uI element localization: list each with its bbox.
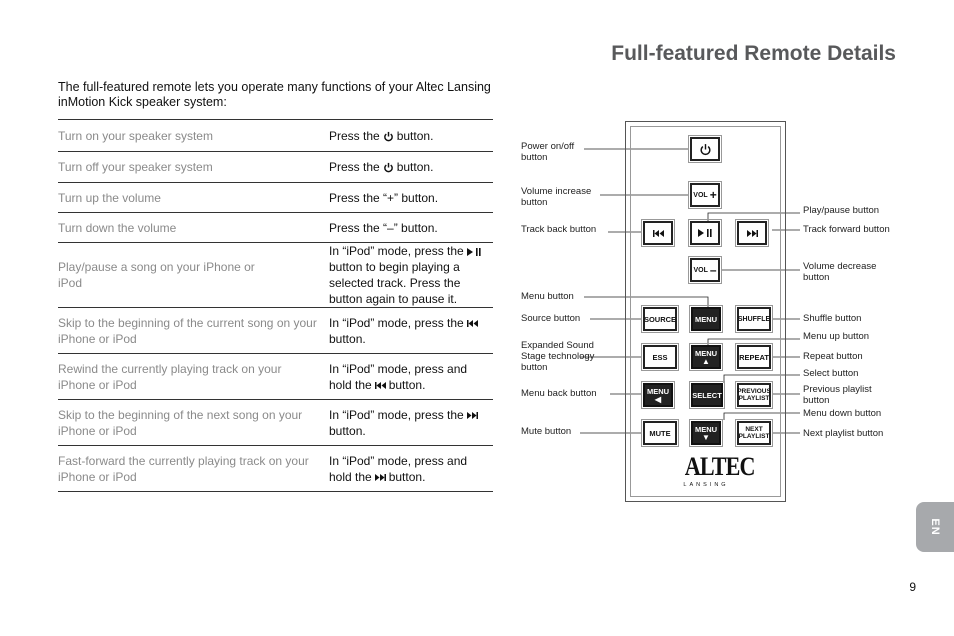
previous-playlist-button[interactable]: PREVIOUS PLAYLIST: [737, 383, 771, 407]
instruction-cell: In “iPod” mode, press thebutton.: [329, 308, 493, 354]
label-shuffle: Shuffle button: [803, 313, 862, 324]
label-track-back: Track back button: [521, 224, 597, 235]
label-mute: Mute button: [521, 426, 572, 437]
label-track-forward: Track forward button: [803, 224, 890, 235]
action-cell: Skip to the beginning of the next song on your iPhone or iPod: [58, 407, 303, 438]
track-forward-button[interactable]: [737, 221, 767, 245]
label-repeat: Repeat button: [803, 351, 863, 362]
instruction-cell: Press the “+” button.: [329, 190, 439, 205]
page-number: 9: [909, 580, 916, 594]
volume-down-button[interactable]: VOL –: [690, 258, 720, 282]
action-cell: Rewind the currently playing track on your iPhone or iPod: [58, 361, 282, 392]
action-cell: Turn on your speaker system: [58, 128, 213, 143]
menu-back-button[interactable]: MENU ◀: [643, 383, 673, 407]
arrow-up-icon: ▲: [702, 356, 710, 366]
track-back-button[interactable]: [643, 221, 673, 245]
instruction-cell: In “iPod” mode, press thebutton.: [329, 400, 493, 446]
label-ess: Expanded Sound Stage technology button: [521, 340, 595, 373]
intro-text: The full-featured remote lets you operate many functions of your Altec Lansing inMotion Kick speaker system:: [58, 80, 491, 109]
action-cell: Play/pause a song on your iPhone or iPod: [58, 260, 255, 290]
instruction-cell: In “iPod” mode, press thebutton to begin playing a selected track. Press the button again to pause it.: [329, 243, 493, 308]
label-menu-back: Menu back button: [521, 388, 597, 399]
menu-down-button[interactable]: MENU ▼: [691, 421, 721, 445]
select-button[interactable]: SELECT: [691, 383, 723, 407]
arrow-left-icon: ◀: [654, 394, 662, 404]
menu-button[interactable]: MENU: [691, 307, 721, 331]
menu-up-button[interactable]: MENU ▲: [691, 345, 721, 369]
volume-up-button[interactable]: VOL +: [690, 183, 720, 207]
power-button[interactable]: [690, 137, 720, 161]
instruction-cell: In “iPod” mode, press and hold the button.: [329, 453, 468, 484]
label-power: Power on/off button: [521, 141, 575, 163]
play-pause-icon: [697, 229, 713, 237]
label-volume-increase: Volume increase button: [521, 186, 592, 208]
instruction-cell: In “iPod” mode, press and hold the button.: [329, 361, 468, 392]
instruction-cell: Press the “–” button.: [329, 220, 438, 235]
brand-logo: ALTEC LANSING: [683, 452, 755, 488]
language-tab: EN: [916, 502, 954, 552]
label-menu: Menu button: [521, 291, 574, 302]
action-cell: Fast-forward the currently playing track on your iPhone or iPod: [58, 453, 309, 484]
ess-button[interactable]: ESS: [643, 345, 677, 369]
label-volume-decrease: Volume decrease button: [803, 261, 877, 283]
repeat-button[interactable]: REPEAT: [737, 345, 771, 369]
action-cell: Turn off your speaker system: [58, 160, 213, 174]
instruction-cell: Press the button.: [329, 160, 434, 174]
source-button[interactable]: SOURCE: [643, 307, 677, 331]
shuffle-button[interactable]: SHUFFLE: [737, 307, 771, 331]
label-select: Select button: [803, 368, 859, 379]
label-next-playlist: Next playlist button: [803, 428, 884, 439]
label-menu-down: Menu down button: [803, 408, 882, 419]
track-back-icon: [652, 230, 665, 237]
play-pause-button[interactable]: [690, 221, 720, 245]
label-menu-up: Menu up button: [803, 331, 870, 342]
page-title: Full-featured Remote Details: [611, 42, 896, 65]
mute-button[interactable]: MUTE: [643, 421, 677, 445]
track-forward-icon: [746, 230, 759, 237]
label-previous-playlist: Previous playlist button: [803, 384, 872, 406]
instruction-cell: Press the button.: [329, 128, 434, 143]
action-cell: Turn up the volume: [58, 190, 161, 205]
arrow-down-icon: ▼: [702, 432, 710, 442]
action-cell: Turn down the volume: [58, 220, 177, 235]
action-cell: Skip to the beginning of the current song on your iPhone or iPod: [58, 315, 317, 346]
power-icon: [699, 143, 712, 156]
label-play-pause: Play/pause button: [803, 205, 880, 216]
label-source: Source button: [521, 313, 581, 324]
next-playlist-button[interactable]: NEXT PLAYLIST: [737, 421, 771, 445]
